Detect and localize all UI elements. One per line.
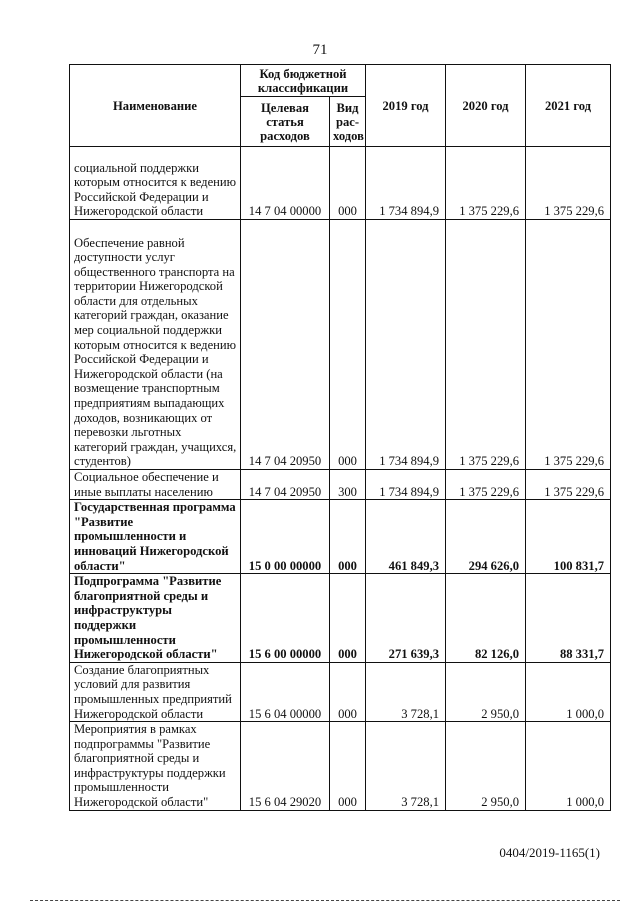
row-value-2020: 82 126,0 [446,574,526,663]
row-name: Государственная программа "Развитие промышленности и инноваций Нижегородской области" [70,500,241,574]
row-target-code: 15 6 04 00000 [241,662,330,721]
row-expense-type: 000 [330,722,366,811]
budget-table [69,64,611,811]
row-expense-type: 000 [330,500,366,574]
header-year-2019: 2019 год [366,65,446,147]
row-value-2019: 1 734 894,9 [366,220,446,470]
row-expense-type: 000 [330,147,366,220]
row-expense-type: 300 [330,470,366,500]
row-value-2020: 1 375 229,6 [446,220,526,470]
row-value-2021: 1 375 229,6 [526,470,611,500]
table-row [70,147,611,220]
row-target-code: 15 0 00 00000 [241,500,330,574]
row-target-code: 14 7 04 20950 [241,220,330,470]
row-value-2020: 294 626,0 [446,500,526,574]
table-row [70,722,611,811]
row-value-2021: 1 000,0 [526,722,611,811]
row-value-2021: 1 375 229,6 [526,147,611,220]
header-budget-code: Код бюджетной классификации [241,65,366,97]
table-row [70,500,611,574]
row-expense-type: 000 [330,220,366,470]
row-value-2021: 100 831,7 [526,500,611,574]
row-name: Подпрограмма "Развитие благоприятной среды и инфраструктуры поддержки промышленности Нижегородской области" [70,574,241,663]
row-name: Социальное обеспечение и иные выплаты населению [70,470,241,500]
row-value-2019: 1 734 894,9 [366,470,446,500]
row-target-code: 14 7 04 20950 [241,470,330,500]
row-value-2021: 1 375 229,6 [526,220,611,470]
table-row [70,574,611,663]
row-name: социальной поддержки которым относится к ведению Российской Федерации и Нижегородской области [70,147,241,220]
row-expense-type: 000 [330,662,366,721]
row-expense-type: 000 [330,574,366,663]
row-value-2020: 2 950,0 [446,662,526,721]
row-value-2020: 1 375 229,6 [446,147,526,220]
row-value-2019: 3 728,1 [366,662,446,721]
row-name: Обеспечение равной доступности услуг общественного транспорта на территории Нижегородской области для отдельных категорий граждан, оказание мер социальной поддержки которым относится к ведению Российской Федерации и Нижегородской области (на возмещение транспортным предприятиям выпадающих доходов, возникающих от перевозки льготных категорий граждан, учащихся, студентов) [70,220,241,470]
row-name: Мероприятия в рамках подпрограммы "Развитие благоприятной среды и инфраструктуры поддержки промышленности Нижегородской области" [70,722,241,811]
document-code: 0404/2019-1165(1) [499,845,600,860]
row-target-code: 14 7 04 00000 [241,147,330,220]
row-target-code: 15 6 00 00000 [241,574,330,663]
header-year-2020: 2020 год [446,65,526,147]
row-value-2020: 1 375 229,6 [446,470,526,500]
header-target-item: Целевая статья расходов [241,97,330,147]
header-expense-type: Вид рас-ходов [330,97,366,147]
table-row [70,220,611,470]
row-target-code: 15 6 04 29020 [241,722,330,811]
row-value-2019: 1 734 894,9 [366,147,446,220]
table-row [70,470,611,500]
row-name: Создание благоприятных условий для развития промышленных предприятий Нижегородской области [70,662,241,721]
header-name: Наименование [70,65,241,147]
row-value-2019: 3 728,1 [366,722,446,811]
row-value-2019: 461 849,3 [366,500,446,574]
page-number: 71 [312,42,328,58]
table-row [70,662,611,721]
row-value-2021: 88 331,7 [526,574,611,663]
row-value-2021: 1 000,0 [526,662,611,721]
scan-edge-line [30,900,620,901]
row-value-2020: 2 950,0 [446,722,526,811]
header-year-2021: 2021 год [526,65,611,147]
row-value-2019: 271 639,3 [366,574,446,663]
